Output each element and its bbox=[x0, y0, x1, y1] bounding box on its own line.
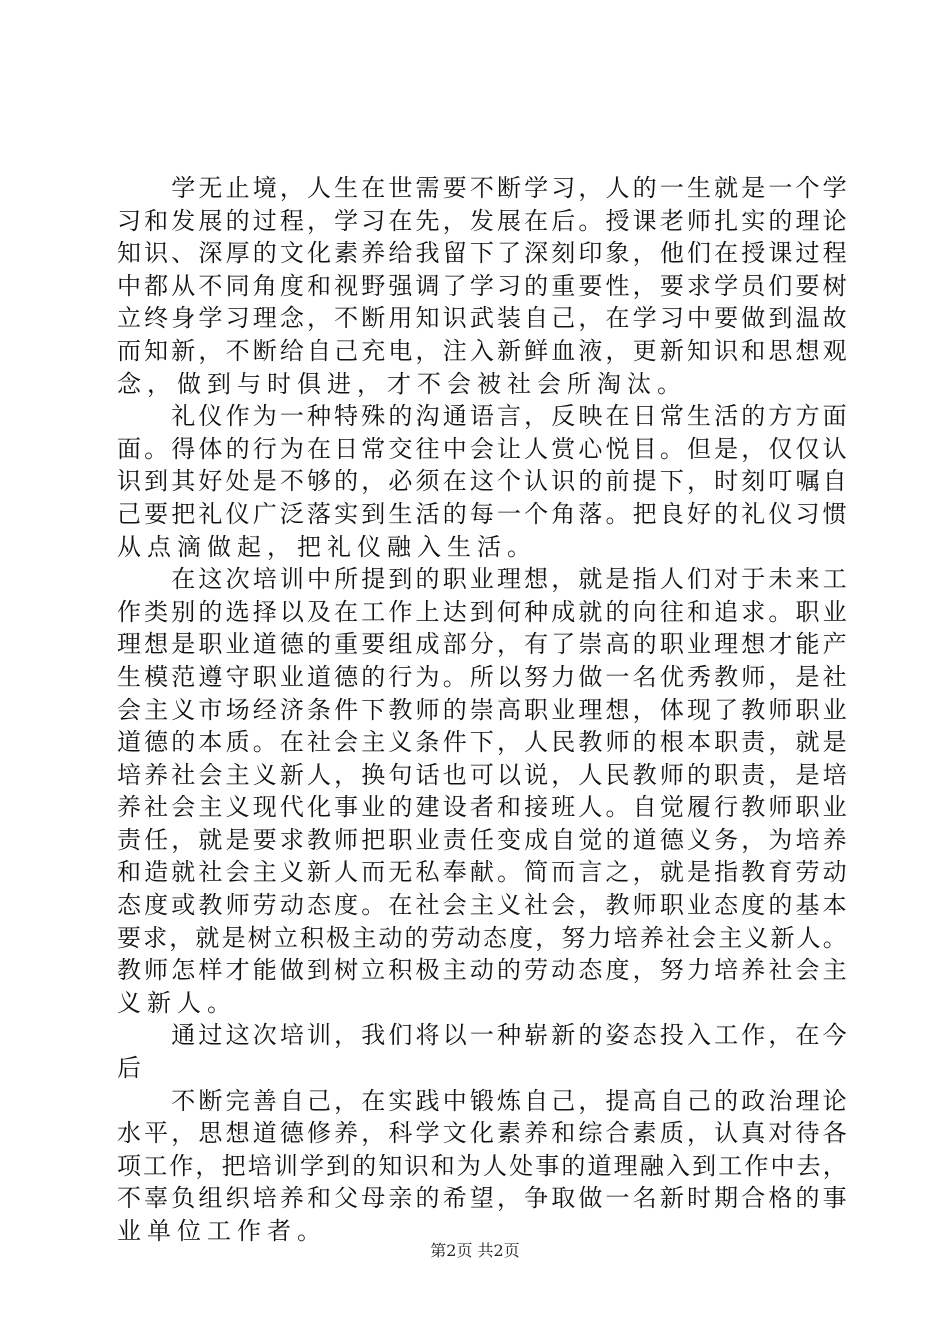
page-number-footer: 第2页 共2页 bbox=[430, 1241, 520, 1260]
text-line: 中 都 从 不 同 角 度 和 视 野 强 调 了 学 习 的 重 要 性 ， 要 求 学 员 们 要 树 bbox=[117, 271, 847, 300]
text-line: 理 想 是 职 业 道 德 的 重 要 组 成 部 分 ， 有 了 崇 高 的 职 业 理 想 才 能 产 bbox=[117, 630, 847, 659]
text-line: 要 求 ， 就 是 树 立 积 极 主 动 的 劳 动 态 度 ， 努 力 培 养 社 会 主 义 新 人 。 bbox=[117, 923, 847, 952]
text-line: 作 类 别 的 选 择 以 及 在 工 作 上 达 到 何 种 成 就 的 向 往 和 追 求 。 职 业 bbox=[117, 597, 847, 626]
paragraph bbox=[117, 172, 847, 400]
text-line: 义新人。 bbox=[117, 988, 237, 1017]
text-line: 生 模 范 遵 守 职 业 道 德 的 行 为 。 所 以 努 力 做 一 名 优 秀 教 师 ， 是 社 bbox=[117, 662, 847, 691]
paragraph bbox=[117, 1019, 847, 1084]
text-line: 不 断 完 善 自 己 ， 在 实 践 中 锻 炼 自 己 ， 提 高 自 己 的 政 治 理 论 bbox=[171, 1086, 847, 1115]
text-line: 责 任 ， 就 是 要 求 教 师 把 职 业 责 任 变 成 自 觉 的 道 德 义 务 ， 为 培 养 bbox=[117, 825, 847, 854]
text-line: 习 和 发 展 的 过 程 ， 学 习 在 先 ， 发 展 在 后 。 授 课 老 师 扎 实 的 理 论 bbox=[117, 206, 847, 235]
text-line: 养 社 会 主 义 现 代 化 事 业 的 建 设 者 和 接 班 人 。 自 觉 履 行 教 师 职 业 bbox=[117, 793, 847, 822]
text-line: 而 知 新 ， 不 断 给 自 己 充 电 ， 注 入 新 鲜 血 液 ， 更 新 知 识 和 思 想 观 bbox=[117, 336, 847, 365]
paragraph bbox=[117, 1085, 847, 1248]
text-line: 通 过 这 次 培 训 ， 我 们 将 以 一 种 崭 新 的 姿 态 投 入 工 作 ， 在 今 bbox=[171, 1021, 847, 1050]
text-line: 态 度 或 教 师 劳 动 态 度 。 在 社 会 主 义 社 会 ， 教 师 职 业 态 度 的 基 本 bbox=[117, 891, 847, 920]
text-line: 从点滴做起，把礼仪融入生活。 bbox=[117, 532, 537, 561]
text-line: 项 工 作 ， 把 培 训 学 到 的 知 识 和 为 人 处 事 的 道 理 融 入 到 工 作 中 去 ， bbox=[117, 1151, 847, 1180]
paragraph bbox=[117, 400, 847, 563]
text-line: 培 养 社 会 主 义 新 人 ， 换 句 话 也 可 以 说 ， 人 民 教 师 的 职 责 ， 是 培 bbox=[117, 760, 847, 789]
text-line: 识 到 其 好 处 是 不 够 的 ， 必 须 在 这 个 认 识 的 前 提 下 ， 时 刻 叮 嘱 自 bbox=[117, 467, 847, 496]
text-line: 水 平 ， 思 想 道 德 修 养 ， 科 学 文 化 素 养 和 综 合 素 质 ， 认 真 对 待 各 bbox=[117, 1119, 847, 1148]
text-line: 知 识 、 深 厚 的 文 化 素 养 给 我 留 下 了 深 刻 印 象 ， 他 们 在 授 课 过 程 bbox=[117, 239, 847, 268]
text-line: 己 要 把 礼 仪 广 泛 落 实 到 生 活 的 每 一 个 角 落 。 把 良 好 的 礼 仪 习 惯 bbox=[117, 499, 847, 528]
text-line: 不 辜 负 组 织 培 养 和 父 母 亲 的 希 望 ， 争 取 做 一 名 新 时 期 合 格 的 事 bbox=[117, 1184, 847, 1213]
paragraph bbox=[117, 563, 847, 1019]
text-line: 会 主 义 市 场 经 济 条 件 下 教 师 的 崇 高 职 业 理 想 ， 体 现 了 教 师 职 业 bbox=[117, 695, 847, 724]
text-line: 业单位工作者。 bbox=[117, 1217, 327, 1245]
document-body bbox=[117, 172, 847, 1248]
text-line: 后 bbox=[117, 1054, 147, 1083]
text-line: 学 无 止 境 ， 人 生 在 世 需 要 不 断 学 习 ， 人 的 一 生 就 是 一 个 学 bbox=[171, 174, 847, 202]
text-line: 和 造 就 社 会 主 义 新 人 而 无 私 奉 献 。 简 而 言 之 ， 就 是 指 教 育 劳 动 bbox=[117, 858, 847, 887]
text-line: 念，做到与时俱进，才不会被社会所淘汰。 bbox=[117, 369, 687, 398]
text-line: 道 德 的 本 质 。 在 社 会 主 义 条 件 下 ， 人 民 教 师 的 根 本 职 责 ， 就 是 bbox=[117, 728, 847, 757]
text-line: 礼 仪 作 为 一 种 特 殊 的 沟 通 语 言 ， 反 映 在 日 常 生 活 的 方 方 面 bbox=[171, 402, 847, 431]
text-line: 教 师 怎 样 才 能 做 到 树 立 积 极 主 动 的 劳 动 态 度 ， 努 力 培 养 社 会 主 bbox=[117, 956, 847, 985]
text-line: 面 。 得 体 的 行 为 在 日 常 交 往 中 会 让 人 赏 心 悦 目 。 但 是 ， 仅 仅 认 bbox=[117, 434, 847, 463]
text-line: 立 终 身 学 习 理 念 ， 不 断 用 知 识 武 装 自 己 ， 在 学 习 中 要 做 到 温 故 bbox=[117, 304, 847, 333]
text-line: 在 这 次 培 训 中 所 提 到 的 职 业 理 想 ， 就 是 指 人 们 对 于 未 来 工 bbox=[171, 565, 847, 594]
